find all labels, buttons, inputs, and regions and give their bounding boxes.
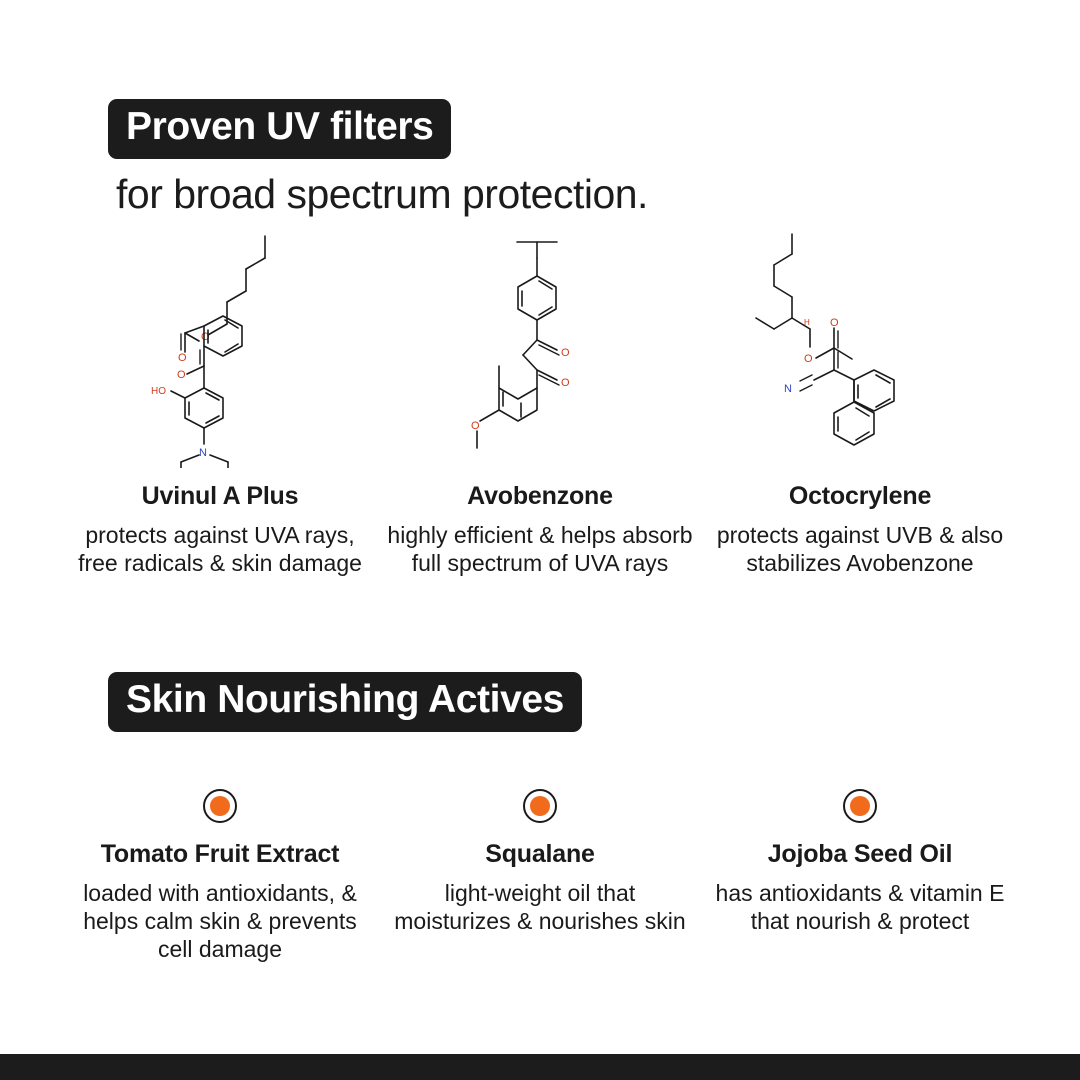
active-card-tomato-fruit-extract [60, 780, 380, 963]
uvinul-a-plus-molecule-icon [66, 228, 374, 468]
active-card-squalane [380, 780, 700, 963]
avobenzone-molecule-icon [386, 228, 694, 468]
svg-text:O: O [561, 377, 570, 389]
active-description: light-weight oil that moisturizes & nourishes skin [394, 880, 686, 935]
uv-filter-description: highly efficient & helps absorb full spectrum of UVA rays [387, 522, 693, 577]
filled-circle-bullet-icon [706, 780, 1014, 832]
uv-filters-pill-title: Proven UV filters [108, 99, 451, 159]
svg-text:HO: HO [151, 386, 166, 397]
uv-filter-description: protects against UVB & also stabilizes Avobenzone [716, 522, 1004, 577]
uv-filters-heading-block [108, 99, 648, 218]
filled-circle-bullet-icon [386, 780, 694, 832]
skin-actives-heading-block [108, 672, 582, 732]
svg-text:O: O [471, 420, 480, 432]
active-description: loaded with antioxidants, & helps calm skin & prevents cell damage [83, 880, 357, 963]
skin-actives-pill-title: Skin Nourishing Actives [108, 672, 582, 732]
active-description: has antioxidants & vitamin E that nourish & protect [715, 880, 1005, 935]
footer-bar [0, 1054, 1080, 1080]
svg-text:N: N [784, 383, 792, 395]
svg-text:O: O [561, 347, 570, 359]
svg-text:O: O [178, 352, 187, 364]
uv-filters-subheading: for broad spectrum protection. [116, 170, 648, 217]
uv-filter-card-avobenzone [380, 228, 700, 577]
active-name: Squalane [485, 840, 595, 868]
svg-text:O: O [177, 369, 186, 381]
svg-text:O: O [830, 317, 839, 329]
uv-filter-name: Octocrylene [788, 482, 932, 510]
svg-text:O: O [804, 353, 813, 365]
svg-text:H: H [804, 318, 810, 327]
active-name: Tomato Fruit Extract [100, 840, 340, 868]
uv-filter-name: Avobenzone [467, 482, 613, 510]
uv-filters-columns [60, 228, 1020, 577]
filled-circle-bullet-icon [66, 780, 374, 832]
uv-filter-name: Uvinul A Plus [141, 482, 299, 510]
octocrylene-molecule-icon [706, 228, 1014, 468]
active-card-jojoba-seed-oil [700, 780, 1020, 963]
skin-actives-columns [60, 780, 1020, 963]
uv-filter-card-uvinul-a-plus [60, 228, 380, 577]
active-name: Jojoba Seed Oil [767, 840, 953, 868]
svg-text:N: N [199, 447, 207, 459]
uv-filter-card-octocrylene [700, 228, 1020, 577]
svg-text:O: O [201, 331, 210, 343]
uv-filter-description: protects against UVA rays, free radicals & skin damage [78, 522, 362, 577]
